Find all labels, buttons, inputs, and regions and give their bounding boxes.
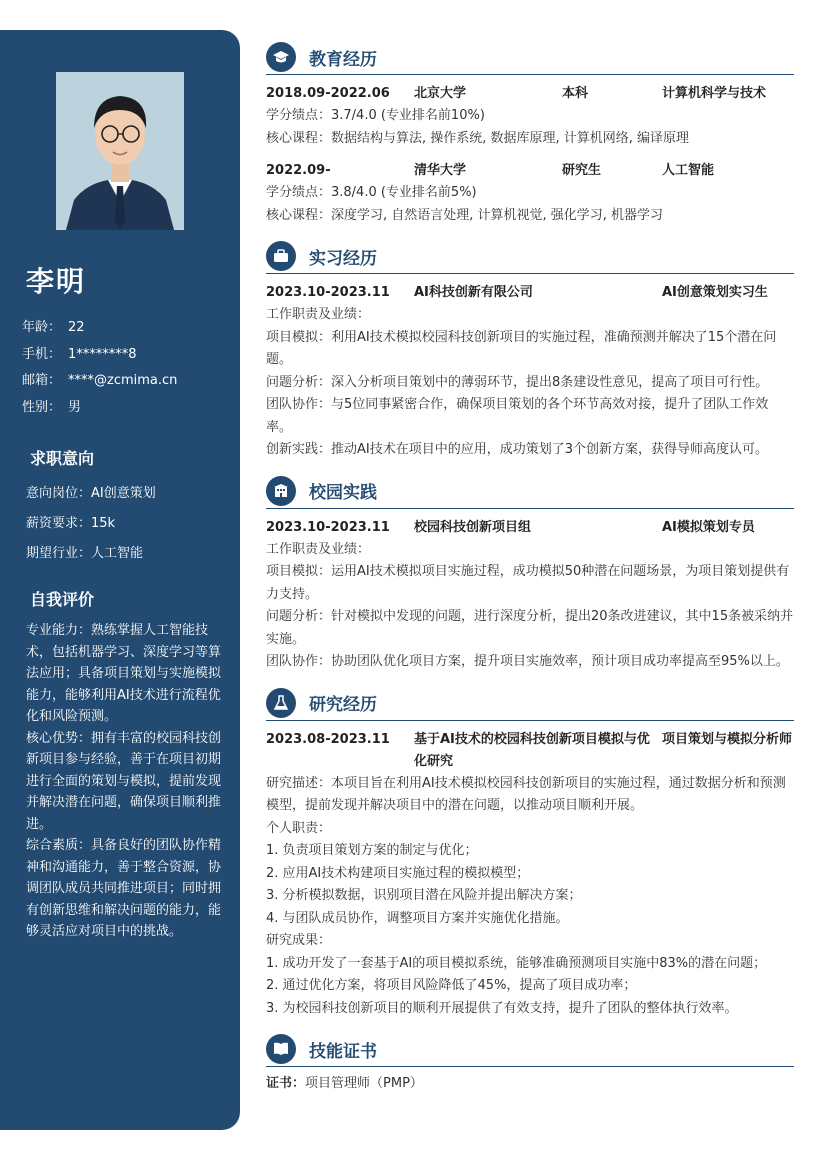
research-section [266, 686, 794, 1021]
entry-role: AI模拟策划专员 [662, 519, 755, 535]
section-header [266, 239, 794, 274]
entry-topic: 基于AI技术的校园科技创新项目模拟与优化研究 [414, 731, 650, 769]
entry-line: 项目模拟：利用AI技术模拟校园科技创新项目的实施过程，准确预测并解决了15个潜在问题。 [266, 329, 777, 367]
info-label: 年龄： [22, 320, 62, 335]
self-eval-text [26, 620, 222, 943]
entry-line: 学分绩点：3.8/4.0 (专业排名前5%) [266, 185, 477, 200]
main-content [266, 40, 794, 1096]
entry-line: 核心课程：深度学习, 自然语言处理, 计算机视觉, 强化学习, 机器学习 [266, 207, 664, 223]
info-value: 男 [68, 399, 82, 415]
sidebar [0, 30, 240, 1130]
entry-line: 核心课程：数据结构与算法, 操作系统, 数据库原理, 计算机网络, 编译原理 [266, 130, 690, 146]
info-label: 手机： [22, 346, 62, 362]
entry-school: 清华大学 [414, 163, 467, 178]
skill-value: 项目管理师（PMP） [305, 1076, 423, 1091]
info-gender [22, 395, 177, 422]
entry-line: 工作职责及业绩： [266, 541, 371, 557]
section-header [266, 40, 794, 75]
entry-major: 人工智能 [662, 163, 715, 178]
flask-icon [266, 688, 296, 718]
intent-list [26, 479, 156, 569]
entry-line: 3. 分析模拟数据，识别项目潜在风险并提出解决方案； [266, 888, 582, 903]
entry-line: 研究描述：本项目旨在利用AI技术模拟校园科技创新项目的实施过程，通过数据分析和预测模型，提前发现并解决项目中的潜在问题，以推动项目顺利开展。 [266, 775, 786, 813]
entry-header [266, 83, 794, 105]
book-icon [266, 1034, 296, 1064]
personal-info [22, 315, 177, 421]
campus-section [266, 474, 794, 674]
entry-line: 4. 与团队成员协作，调整项目方案并实施优化措施。 [266, 910, 569, 926]
intent-item: 意向岗位：AI创意策划 [26, 486, 156, 501]
entry-line: 3. 为校园科技创新项目的顺利开展提供了有效支持，提升了团队的整体执行效率。 [266, 1000, 738, 1016]
entry-date: 2023.08-2023.11 [266, 731, 390, 747]
info-label: 邮箱： [22, 373, 62, 388]
entry-header [266, 160, 794, 182]
entry-line: 学分绩点：3.7/4.0 (专业排名前10%) [266, 108, 485, 123]
entry-line: 问题分析：针对模拟中发现的问题，进行深度分析，提出20条改进建议，其中15条被采纳并实施。 [266, 609, 794, 647]
entry-line: 工作职责及业绩： [266, 307, 371, 322]
entry-major: 计算机科学与技术 [662, 86, 767, 101]
entry-date: 2023.10-2023.11 [266, 519, 390, 535]
info-value: ****@zcmima.cn [68, 373, 178, 388]
entry-degree: 研究生 [562, 163, 602, 178]
entry-header [266, 517, 794, 539]
entry-org: 校园科技创新项目组 [414, 519, 532, 535]
self-eval-paragraph: 核心优势：拥有丰富的校园科技创新项目参与经验，善于在项目初期进行全面的策划与模拟，提前发现并解决潜在问题，确保项目顺利推进。 [26, 730, 222, 832]
self-eval-title: 自我评价 [30, 590, 95, 609]
info-phone [22, 342, 177, 369]
entry-line: 团队协作：协助团队优化项目方案，提升项目实施效率，预计项目成功率提高至95%以上。 [266, 654, 789, 669]
section-title: 实习经历 [309, 248, 377, 269]
intent-item: 期望行业：人工智能 [26, 546, 144, 561]
entry-role: AI创意策划实习生 [662, 285, 768, 300]
self-eval-paragraph: 综合素质：具备良好的团队协作精神和沟通能力，善于整合资源，协调团队成员共同推进项目；同时拥有创新思维和解决问题的能力，能够灵活应对项目中的挑战。 [26, 838, 222, 939]
entry-degree: 本科 [562, 86, 589, 101]
section-title: 教育经历 [309, 49, 377, 70]
briefcase-icon [266, 241, 296, 271]
intent-title: 求职意向 [30, 449, 95, 468]
info-email [22, 368, 177, 395]
section-header [266, 686, 794, 721]
internship-section [266, 239, 794, 462]
section-header [266, 474, 794, 509]
building-icon [266, 476, 296, 506]
section-title: 研究经历 [309, 695, 377, 715]
entry-school: 北京大学 [414, 86, 467, 101]
candidate-name: 李明 [26, 265, 87, 298]
entry-date: 2018.09-2022.06 [266, 86, 390, 101]
section-title: 技能证书 [309, 1041, 377, 1062]
entry-header [266, 282, 794, 304]
entry-role: 项目策划与模拟分析师 [662, 731, 793, 747]
entry-line: 2. 应用AI技术构建项目实施过程的模拟模型； [266, 865, 530, 881]
entry-org: AI科技创新有限公司 [414, 285, 533, 300]
self-eval-paragraph: 专业能力：熟练掌握人工智能技术，包括机器学习、深度学习等算法应用；具备项目策划与实施模拟能力，能够利用AI技术进行流程优化和风险预测。 [26, 623, 222, 724]
entry-header [266, 729, 794, 773]
info-value: 22 [68, 320, 85, 335]
section-title: 校园实践 [309, 483, 377, 503]
skill-label: 证书： [266, 1076, 306, 1091]
entry-line: 问题分析：深入分析项目策划中的薄弱环节，提出8条建设性意见，提高了项目可行性。 [266, 374, 769, 390]
graduation-cap-icon [266, 42, 296, 72]
skills-section [266, 1032, 794, 1096]
info-value: 1********8 [68, 346, 137, 362]
info-age [22, 315, 177, 342]
entry-line: 团队协作：与5位同事紧密合作，确保项目策划的各个环节高效对接，提升了团队工作效率。 [266, 397, 769, 435]
entry-date: 2022.09- [266, 163, 331, 178]
avatar-photo [56, 72, 184, 230]
entry-line: 研究成果： [266, 933, 332, 948]
entry-line: 项目模拟：运用AI技术模拟项目实施过程，成功模拟50种潜在问题场景，为项目策划提供有力支持。 [266, 564, 790, 602]
entry-line: 1. 成功开发了一套基于AI的项目模拟系统，能够准确预测项目实施中83%的潜在问题； [266, 955, 767, 971]
section-header [266, 1032, 794, 1067]
entry-line: 2. 通过优化方案，将项目风险降低了45%，提高了项目成功率； [266, 978, 637, 993]
entry-line: 个人职责： [266, 820, 332, 836]
entry-date: 2023.10-2023.11 [266, 285, 390, 300]
education-section [266, 40, 794, 227]
entry-line: 创新实践：推动AI技术在项目中的应用，成功策划了3个创新方案，获得导师高度认可。 [266, 442, 768, 457]
intent-item: 薪资要求：15k [26, 516, 116, 531]
entry-line: 1. 负责项目策划方案的制定与优化； [266, 843, 478, 858]
skill-line [266, 1073, 794, 1096]
info-label: 性别： [22, 399, 62, 415]
